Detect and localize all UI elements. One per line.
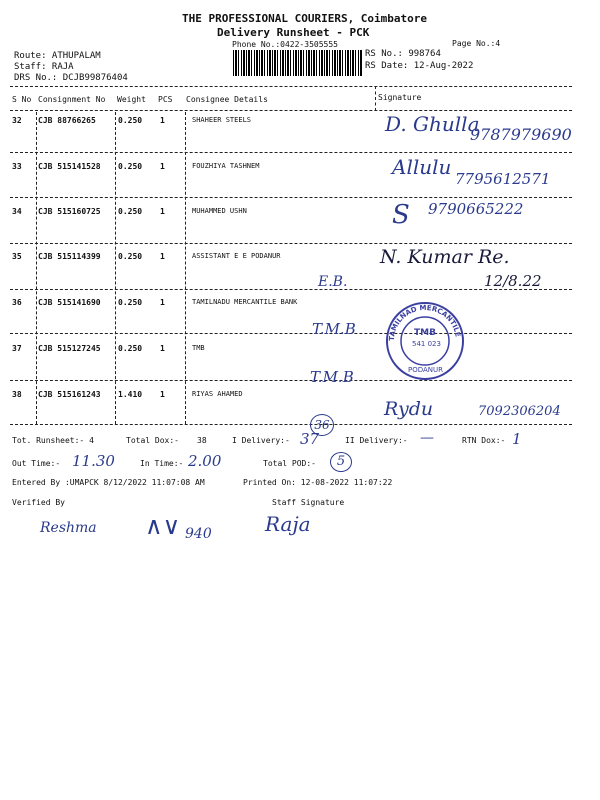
signature-phone: 9787979690 xyxy=(470,125,572,144)
verifier-signature: Reshma xyxy=(40,520,97,536)
signature-phone: 7092306204 xyxy=(478,404,561,419)
row-pcs: 1 xyxy=(160,390,165,399)
signature: T.M.B xyxy=(312,320,356,338)
signature: D. Ghulla xyxy=(385,112,480,136)
column-divider xyxy=(185,112,186,424)
row-consignment: CJB 515160725 xyxy=(38,207,101,216)
row-pcs: 1 xyxy=(160,344,165,353)
row-weight: 0.250 xyxy=(118,162,143,171)
row-sno: 32 xyxy=(12,116,22,125)
total-pod-value: 5 xyxy=(330,452,352,472)
row-sno: 33 xyxy=(12,162,22,171)
printed-on: Printed On: 12-08-2022 11:07:22 xyxy=(243,478,393,487)
rtn-dox-value: 1 xyxy=(512,430,522,448)
middle-signature-mark: ∧∨ xyxy=(145,512,181,540)
phone-number: Phone No.:0422-3505555 xyxy=(232,40,338,49)
drs-number: DRS No.: DCJB99876404 xyxy=(14,73,128,83)
rule xyxy=(10,333,572,334)
row-consignee: RIYAS AHAMED xyxy=(192,390,243,398)
stamp-logo: TMB xyxy=(414,328,436,338)
rs-number: RS No.: 998764 xyxy=(365,49,441,59)
row-sno: 36 xyxy=(12,298,22,307)
rule xyxy=(10,152,572,153)
route: Route: ATHUPALAM xyxy=(14,51,101,61)
rule xyxy=(10,243,572,244)
col-weight: Weight xyxy=(117,95,146,104)
signature-phone: 9790665222 xyxy=(428,200,524,218)
row-pcs: 1 xyxy=(160,116,165,125)
col-sno: S No xyxy=(12,95,32,104)
column-divider xyxy=(375,86,376,111)
verified-by-label: Verified By xyxy=(12,498,65,507)
rule xyxy=(10,380,572,381)
row-consignee: FOUZHIYA TASHNEM xyxy=(192,162,260,170)
col-consignment: Consignment No xyxy=(38,95,106,104)
entered-by: Entered By :UMAPCK 8/12/2022 11:07:08 AM xyxy=(12,478,205,487)
total-runsheet: Tot. Runsheet:- 4 xyxy=(12,436,94,445)
middle-signature-number: 940 xyxy=(185,526,212,542)
signature: Allulu xyxy=(392,155,452,179)
stamp-place: PODANUR xyxy=(408,366,444,374)
total-dox-value: 38 xyxy=(197,436,207,445)
rs-date: RS Date: 12-Aug-2022 xyxy=(365,61,474,71)
col-consignee: Consignee Details xyxy=(186,95,268,104)
row-consignment: CJB 515141528 xyxy=(38,162,101,171)
signature: N. Kumar Re. xyxy=(380,246,510,268)
ii-delivery-label: II Delivery:- xyxy=(345,436,408,445)
company-name: THE PROFESSIONAL COURIERS, Coimbatore xyxy=(182,12,428,25)
ii-delivery-value: — xyxy=(420,430,434,446)
staff-signature-label: Staff Signature xyxy=(272,498,345,507)
rule xyxy=(10,110,572,111)
barcode-image xyxy=(233,50,363,76)
page-number: Page No.:4 xyxy=(452,39,501,48)
signature: S xyxy=(392,200,410,230)
row-consignment: CJB 515141690 xyxy=(38,298,101,307)
document-title: Delivery Runsheet - PCK xyxy=(217,26,370,39)
rule xyxy=(10,197,572,198)
row-pcs: 1 xyxy=(160,207,165,216)
row-pcs: 1 xyxy=(160,162,165,171)
in-time-value: 2.00 xyxy=(188,452,222,470)
row-consignment: CJB 515127245 xyxy=(38,344,101,353)
in-time-label: In Time:- xyxy=(140,459,184,468)
row-sno: 37 xyxy=(12,344,22,353)
col-pcs: PCS xyxy=(158,95,173,104)
row-weight: 0.250 xyxy=(118,298,143,307)
row-consignee: ASSISTANT E E PODANUR xyxy=(192,252,281,260)
row-consignment: CJB 515114399 xyxy=(38,252,101,261)
rule xyxy=(10,86,572,87)
row-consignee: SHAHEER STEELS xyxy=(192,116,252,124)
i-delivery-value: 37 xyxy=(300,430,320,448)
rtn-dox-label: RTN Dox:- xyxy=(462,436,506,445)
staff: Staff: RAJA xyxy=(14,62,74,72)
row-pcs: 1 xyxy=(160,252,165,261)
row-weight: 0.250 xyxy=(118,116,143,125)
bank-stamp xyxy=(384,300,466,382)
stamp-code: 541 023 xyxy=(412,340,441,348)
row-weight: 0.250 xyxy=(118,252,143,261)
i-delivery-label: I Delivery:- xyxy=(232,436,290,445)
out-time-value: 11.30 xyxy=(72,452,115,470)
row-consignee: TAMILNADU MERCANTILE BANK xyxy=(192,298,298,306)
column-divider xyxy=(36,112,37,424)
stamp-ring-text: TAMILNAD MERCANTILE xyxy=(387,303,462,342)
staff-signature: Raja xyxy=(265,512,311,536)
col-signature: Signature xyxy=(378,93,422,102)
total-dox-label: Total Dox:- xyxy=(126,436,179,445)
rule xyxy=(10,424,572,425)
row-consignment: CJB 88766265 xyxy=(38,116,96,125)
circled-count: 36 xyxy=(310,414,334,436)
column-divider xyxy=(115,112,116,424)
row-weight: 0.250 xyxy=(118,344,143,353)
signature-date: 12/8.22 xyxy=(484,272,542,290)
row-sno: 34 xyxy=(12,207,22,216)
signature-phone: 7795612571 xyxy=(455,170,551,188)
row-sno: 38 xyxy=(12,390,22,399)
row-sno: 35 xyxy=(12,252,22,261)
row-weight: 0.250 xyxy=(118,207,143,216)
row-weight: 1.410 xyxy=(118,390,143,399)
row-pcs: 1 xyxy=(160,298,165,307)
out-time-label: Out Time:- xyxy=(12,459,61,468)
row-consignment: CJB 515161243 xyxy=(38,390,101,399)
annotation-eb: E.B. xyxy=(318,274,348,290)
signature: T.M.B xyxy=(310,368,354,386)
row-consignee: MUHAMMED USHN xyxy=(192,207,247,215)
signature: Rydu xyxy=(384,398,434,420)
row-consignee: TMB xyxy=(192,344,205,352)
total-pod-label: Total POD:- xyxy=(263,459,316,468)
